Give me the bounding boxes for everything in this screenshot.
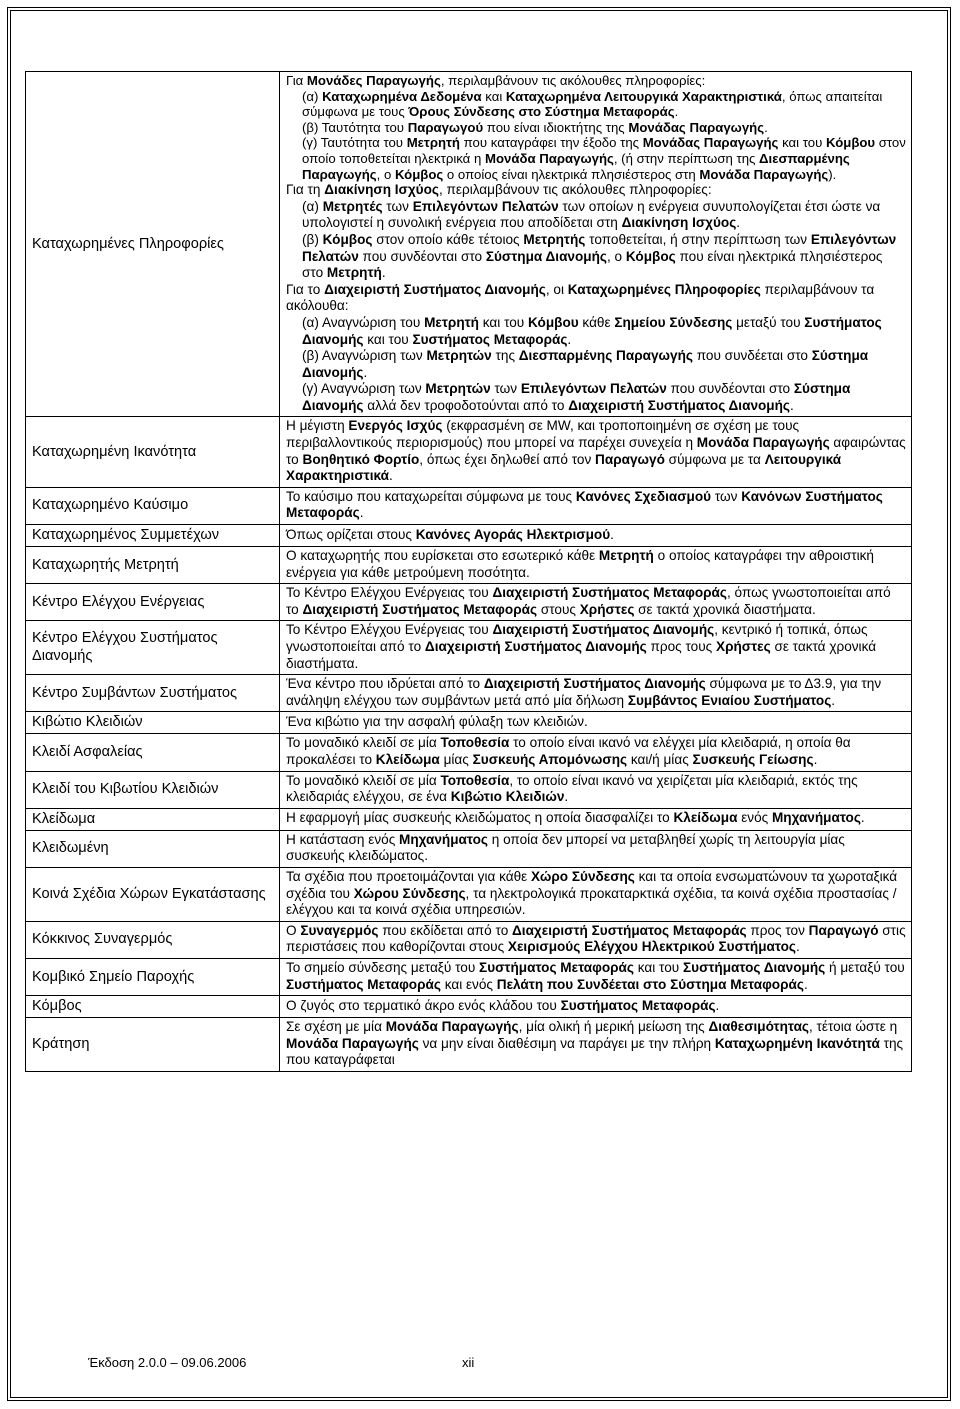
definition-text: της που καταγράφεται bbox=[286, 1035, 904, 1068]
definition-text: της bbox=[491, 348, 519, 364]
defined-term-reference: Κόμβου bbox=[825, 135, 876, 151]
definition-text: των bbox=[490, 381, 521, 397]
defined-term-reference: Συστήματος Μεταφοράς bbox=[560, 997, 716, 1013]
defined-term-reference: Διαθεσιμότητας bbox=[708, 1019, 809, 1035]
definition-paragraph bbox=[286, 120, 907, 136]
defined-term-reference: Μονάδα Παραγωγής bbox=[699, 166, 829, 182]
definition-text: που καταγράφει την έξοδο της bbox=[459, 135, 643, 151]
glossary-term: Κλειδί Ασφαλείας bbox=[26, 734, 280, 771]
defined-term-reference: Κανόνες Σχεδιασμού bbox=[575, 488, 712, 504]
defined-term-reference: Παραγωγό bbox=[808, 922, 879, 938]
glossary-definition bbox=[280, 621, 912, 675]
defined-term-reference: Επιλεγόντων Πελατών bbox=[412, 198, 559, 214]
definition-text: Τα σχέδια που προετοιμάζονται για κάθε bbox=[286, 868, 532, 884]
definition-text: στον οποίο κάθε τέτοιος bbox=[372, 231, 524, 247]
definition-text: Το μοναδικό κλειδί σε μία bbox=[286, 735, 441, 751]
glossary-row bbox=[26, 547, 912, 584]
definition-text: σε τακτά χρονικά διαστήματα. bbox=[286, 639, 877, 671]
glossary-term: Κράτηση bbox=[26, 1018, 280, 1072]
defined-term-reference: Κόμβου bbox=[528, 314, 579, 330]
definition-text: Για το bbox=[286, 281, 325, 297]
glossary-term: Κλειδί του Κιβωτίου Κλειδιών bbox=[26, 771, 280, 808]
defined-term-reference: Μετρητές bbox=[322, 198, 383, 214]
definition-paragraph bbox=[286, 232, 907, 282]
definition-text: . bbox=[381, 265, 386, 281]
glossary-definition bbox=[280, 734, 912, 771]
defined-term-reference: Διαχειριστή Συστήματος Μεταφοράς bbox=[512, 922, 747, 938]
glossary-row bbox=[26, 584, 912, 621]
defined-term-reference: Συστήματος Διανομής bbox=[683, 959, 826, 975]
glossary-term: Κόκκινος Συναγερμός bbox=[26, 921, 280, 958]
definition-paragraph bbox=[286, 89, 907, 120]
glossary-term: Καταχωρημένη Ικανότητα bbox=[26, 417, 280, 487]
definition-text: σύμφωνα με τα bbox=[664, 451, 765, 467]
definition-text: των bbox=[711, 488, 742, 504]
definition-text: (α) Αναγνώριση του bbox=[302, 314, 425, 330]
definition-text: . bbox=[359, 505, 364, 521]
defined-term-reference: Μετρητών bbox=[426, 348, 492, 364]
definition-text: . bbox=[736, 215, 741, 231]
glossary-definition bbox=[280, 1018, 912, 1072]
defined-term-reference: Όρους Σύνδεσης στο Σύστημα Μεταφοράς bbox=[408, 104, 675, 120]
definition-text: (β) Αναγνώριση των bbox=[302, 348, 427, 364]
defined-term-reference: Συστήματος Μεταφοράς bbox=[412, 331, 568, 347]
glossary-definition bbox=[280, 808, 912, 830]
defined-term-reference: Μονάδα Παραγωγής bbox=[286, 1035, 419, 1051]
defined-term-reference: Συμβάντος Ενιαίου Συστήματος bbox=[627, 692, 832, 708]
definition-text: . bbox=[790, 397, 794, 413]
defined-term-reference: Σημείου Σύνδεσης bbox=[614, 314, 733, 330]
defined-term-reference: Καταχωρημένη Ικανότητά bbox=[714, 1035, 880, 1051]
definition-text: . bbox=[795, 939, 800, 955]
defined-term-reference: Διαχειριστή Συστήματος Διανομής bbox=[492, 622, 715, 638]
definition-text: . bbox=[813, 751, 818, 767]
definition-paragraph bbox=[286, 714, 907, 731]
glossary-row bbox=[26, 487, 912, 524]
definition-text: , τέτοια ώστε η bbox=[809, 1019, 898, 1035]
glossary-definition bbox=[280, 72, 912, 417]
glossary-row bbox=[26, 867, 912, 921]
definition-text: Όπως ορίζεται στους bbox=[286, 526, 416, 542]
definition-paragraph bbox=[286, 869, 907, 919]
definition-paragraph bbox=[286, 135, 907, 182]
definition-text: περιλαμβάνουν τα ακόλουθα: bbox=[286, 281, 875, 314]
glossary-definition bbox=[280, 921, 912, 958]
definition-text: , μία ολική ή μερική μείωση της bbox=[518, 1019, 709, 1035]
glossary-table bbox=[25, 71, 912, 1072]
glossary-definition bbox=[280, 675, 912, 712]
definition-text: . bbox=[567, 331, 572, 347]
glossary-term: Κόμβος bbox=[26, 996, 280, 1018]
defined-term-reference: Διαχειριστή Συστήματος Μεταφοράς bbox=[492, 585, 727, 601]
defined-term-reference: Τοποθεσία bbox=[440, 772, 510, 788]
defined-term-reference: Παραγωγό bbox=[595, 451, 665, 467]
defined-term-reference: Διακίνηση Ισχύος bbox=[324, 182, 439, 198]
defined-term-reference: Μονάδα Παραγωγής bbox=[696, 435, 830, 451]
definition-text: Η κατάσταση ενός bbox=[286, 831, 400, 847]
definition-text: στις περιστάσεις που καθορίζονται στους bbox=[286, 922, 906, 955]
definition-text: . bbox=[803, 976, 808, 992]
defined-term-reference: Παραγωγού bbox=[407, 119, 484, 135]
defined-term-reference: Σύστημα Διανομής bbox=[485, 248, 607, 264]
defined-term-reference: Σύστημα Διανομής bbox=[302, 381, 851, 413]
defined-term-reference: Κλείδωμα bbox=[673, 810, 738, 826]
definition-text: Το μοναδικό κλειδί σε μία bbox=[286, 772, 441, 788]
glossary-row bbox=[26, 734, 912, 771]
definition-text: να μην είναι διαθέσιμη να παράγει με την πλήρη bbox=[418, 1035, 715, 1051]
definition-paragraph bbox=[286, 489, 907, 522]
defined-term-reference: Καταχωρημένα Δεδομένα bbox=[322, 88, 482, 104]
definition-text: σύμφωνα με το Δ3.9, για την ανάληψη ελέγχου των συμβάντων μετά από μία δήλωση bbox=[286, 676, 882, 708]
defined-term-reference: Κόμβος bbox=[394, 166, 444, 182]
glossary-term: Κλείδωμα bbox=[26, 808, 280, 830]
glossary-term: Κέντρο Ελέγχου Ενέργειας bbox=[26, 584, 280, 621]
definition-paragraph bbox=[286, 418, 907, 484]
glossary-term: Καταχωρημένος Συμμετέχων bbox=[26, 525, 280, 547]
definition-text: Το Κέντρο Ελέγχου Ενέργειας του bbox=[286, 622, 493, 638]
glossary-row bbox=[26, 771, 912, 808]
definition-text: ενός bbox=[737, 810, 772, 826]
definition-paragraph bbox=[286, 585, 907, 618]
defined-term-reference: Συστήματος Μεταφοράς bbox=[286, 976, 441, 992]
defined-term-reference: Χρήστες bbox=[716, 639, 771, 654]
defined-term-reference: Κιβώτιο Κλειδιών bbox=[450, 789, 565, 805]
defined-term-reference: Κανόνων Συστήματος Μεταφοράς bbox=[286, 488, 883, 521]
defined-term-reference: Διαχειριστή Συστήματος Διανομής bbox=[424, 639, 647, 654]
definition-text: τοποθετείται, ή στην περίπτωση των bbox=[585, 231, 811, 247]
defined-term-reference: Μονάδες Παραγωγής bbox=[306, 73, 441, 88]
defined-term-reference: Διακίνηση Ισχύος bbox=[621, 215, 737, 231]
definition-text: και του bbox=[363, 331, 413, 347]
glossary-term: Καταχωρημένες Πληροφορίες bbox=[26, 72, 280, 417]
definition-text: , κεντρικό ή τοπικά, όπως γνωστοποιείται από το bbox=[286, 622, 868, 654]
definition-text: κάθε bbox=[578, 314, 615, 330]
definition-paragraph bbox=[286, 315, 907, 348]
definition-paragraph bbox=[286, 773, 907, 806]
defined-term-reference: Σύστημα Διανομής bbox=[302, 348, 869, 380]
definition-text: Το σημείο σύνδεσης μεταξύ του bbox=[286, 959, 480, 975]
definition-text: , περιλαμβάνουν τις ακόλουθες πληροφορίες: bbox=[440, 73, 706, 88]
defined-term-reference: Λειτουργικά Χαρακτηριστικά bbox=[286, 451, 842, 484]
defined-term-reference: Μετρητή bbox=[424, 314, 479, 330]
definition-paragraph bbox=[286, 923, 907, 956]
definition-text: προς τους bbox=[646, 639, 716, 654]
glossary-row bbox=[26, 712, 912, 734]
defined-term-reference: Μετρητών bbox=[425, 381, 491, 397]
definition-text: (γ) Αναγνώριση των bbox=[302, 381, 426, 397]
definition-text: η οποία δεν μπορεί να μεταβληθεί χωρίς τη λειτουργία μίας συσκευής κλειδώματος. bbox=[286, 831, 845, 864]
defined-term-reference: Μηχανήματος bbox=[399, 831, 488, 847]
glossary-definition bbox=[280, 547, 912, 584]
defined-term-reference: Μετρητή bbox=[326, 265, 382, 281]
definition-text: και bbox=[481, 88, 506, 104]
footer-version: Έκδοση 2.0.0 – 09.06.2006 bbox=[88, 1355, 247, 1370]
defined-term-reference: Μονάδας Παραγωγής bbox=[628, 119, 765, 135]
definition-text: και τα οποία ενσωματώνουν τα χωροταξικά σχέδια του bbox=[286, 868, 898, 901]
definition-text: στον οποίο τοποθετείται ηλεκτρικά η bbox=[302, 135, 906, 166]
definition-text: των οποίων η ενέργεια συνυπολογίζεται έτσι ώστε να υπολογιστεί η συνολική ενέργεια που αποδίδεται στη bbox=[302, 198, 881, 231]
definition-text: Για τη bbox=[286, 182, 325, 198]
definition-text: το οποίο είναι ικανό να ελέγχει μία κλειδαριά, η οποία θα προκαλέσει το bbox=[286, 735, 851, 767]
definition-text: Η μέγιστη bbox=[286, 418, 349, 434]
definition-text: που είναι ηλεκτρικά πλησιέστερος στο bbox=[302, 248, 883, 281]
glossary-definition bbox=[280, 830, 912, 867]
glossary-definition bbox=[280, 712, 912, 734]
definition-text: και του bbox=[778, 135, 826, 151]
defined-term-reference: Μηχανήματος bbox=[771, 810, 861, 826]
definition-paragraph bbox=[286, 381, 907, 414]
definition-paragraph bbox=[286, 282, 907, 315]
defined-term-reference: Επιλεγόντων Πελατών bbox=[302, 231, 897, 264]
definition-text: Ένα κέντρο που ιδρύεται από το bbox=[286, 676, 484, 692]
glossary-row bbox=[26, 958, 912, 995]
definition-text: Ο bbox=[286, 922, 301, 938]
defined-term-reference: Καταχωρημένες Πληροφορίες bbox=[567, 281, 761, 297]
definition-text: μίας bbox=[439, 751, 473, 767]
definition-text: και ενός bbox=[440, 976, 497, 992]
definition-paragraph bbox=[286, 676, 907, 709]
glossary-term: Καταχωρημένο Καύσιμο bbox=[26, 487, 280, 524]
defined-term-reference: Μετρητής bbox=[523, 231, 586, 247]
definition-text: , το οποίο είναι ικανό να χειρίζεται μία κλειδαριά, εκτός της κλειδαριάς ελέγχου, σε ένα bbox=[286, 772, 858, 805]
definition-text: , όπως έχει δηλωθεί από τον bbox=[419, 451, 596, 467]
definition-text: Το Κέντρο Ελέγχου Ενέργειας του bbox=[286, 585, 493, 601]
definition-paragraph bbox=[286, 348, 907, 381]
definition-text: ή μεταξύ του bbox=[825, 959, 905, 975]
definition-text: . bbox=[860, 810, 865, 826]
definition-paragraph bbox=[286, 199, 907, 232]
definition-text: , οι bbox=[545, 281, 568, 297]
glossary-term: Κιβώτιο Κλειδιών bbox=[26, 712, 280, 734]
defined-term-reference: Χειρισμούς Ελέγχου Ηλεκτρικού Συστήματος bbox=[507, 939, 796, 955]
definition-text: (β) bbox=[302, 231, 323, 247]
definition-text: που είναι ιδιοκτήτης της bbox=[483, 119, 629, 135]
definition-text: . bbox=[831, 692, 836, 708]
definition-text: αλλά δεν τροφοδοτούνται από το bbox=[363, 397, 569, 413]
glossary-term: Κοινά Σχέδια Χώρων Εγκατάστασης bbox=[26, 867, 280, 921]
definition-paragraph bbox=[286, 960, 907, 993]
definition-text: , περιλαμβάνουν τις ακόλουθες πληροφορίες: bbox=[438, 182, 712, 198]
definition-text: . bbox=[388, 468, 393, 484]
defined-term-reference: Πελάτη που Συνδέεται στο Σύστημα Μεταφοράς bbox=[496, 976, 804, 992]
glossary-definition bbox=[280, 584, 912, 621]
glossary-definition bbox=[280, 525, 912, 547]
defined-term-reference: Συστήματος Μεταφοράς bbox=[479, 959, 634, 975]
definition-text: . bbox=[674, 104, 679, 120]
definition-text: (β) Ταυτότητα του bbox=[302, 119, 408, 135]
definition-text: προς τον bbox=[746, 922, 809, 938]
defined-term-reference: Κόμβος bbox=[322, 231, 373, 247]
glossary-term: Κλειδωμένη bbox=[26, 830, 280, 867]
definition-text: Σε σχέση με μία bbox=[286, 1019, 386, 1035]
definition-paragraph bbox=[286, 182, 907, 199]
definition-paragraph bbox=[286, 622, 907, 672]
defined-term-reference: Διαχειριστή Συστήματος Διανομής bbox=[483, 676, 706, 692]
definition-paragraph bbox=[286, 527, 907, 544]
definition-text: Η εφαρμογή μίας συσκευής κλειδώματος η οποία διασφαλίζει το bbox=[286, 810, 674, 826]
glossary-definition bbox=[280, 771, 912, 808]
definition-text: Ένα κιβώτιο για την ασφαλή φύλαξη των κλειδιών. bbox=[286, 714, 588, 730]
definition-text: μεταξύ του bbox=[732, 314, 805, 330]
defined-term-reference: Διαχειριστή Συστήματος Μεταφοράς bbox=[302, 601, 538, 617]
defined-term-reference: Διεσπαρμένης Παραγωγής bbox=[302, 150, 850, 182]
definition-text: που συνδέονται στο bbox=[358, 248, 486, 264]
definition-text: που συνδέεται στο bbox=[692, 348, 812, 364]
definition-text: . bbox=[610, 526, 614, 542]
defined-term-reference: Διεσπαρμένης Παραγωγής bbox=[518, 348, 693, 364]
definition-text: (γ) Ταυτότητα του bbox=[302, 135, 407, 151]
defined-term-reference: Συσκευής Απομόνωσης bbox=[472, 751, 628, 767]
definition-text: (α) bbox=[302, 88, 323, 104]
glossary-row bbox=[26, 621, 912, 675]
definition-text: , (ή στην περίπτωση της bbox=[613, 150, 760, 166]
glossary-row bbox=[26, 675, 912, 712]
glossary-row bbox=[26, 525, 912, 547]
definition-text: (εκφρασμένη σε MW, και τροποποιημένη σε σχέση με τους περιβαλλοντικούς περιορισμούς) που μπορεί να παρέχει συνεχεία η bbox=[286, 418, 800, 451]
glossary-definition bbox=[280, 487, 912, 524]
defined-term-reference: Μετρητή bbox=[406, 135, 460, 151]
defined-term-reference: Μονάδας Παραγωγής bbox=[642, 135, 779, 151]
definition-paragraph bbox=[286, 735, 907, 768]
definition-text: των bbox=[382, 198, 413, 214]
glossary-row bbox=[26, 921, 912, 958]
defined-term-reference: Διαχειριστή Συστήματος Διανομής bbox=[324, 281, 546, 297]
definition-text: . bbox=[715, 997, 720, 1013]
defined-term-reference: Διαχειριστή Συστήματος Διανομής bbox=[568, 397, 790, 413]
definition-paragraph bbox=[286, 998, 907, 1015]
definition-text: , τα ηλεκτρολογικά προκαταρκτικά σχέδια, τα κοινά σχέδια προστασίας / ελέγχου και τα κοινά σχέδια υπηρεσιών. bbox=[286, 885, 897, 918]
defined-term-reference: Μετρητή bbox=[598, 548, 654, 564]
defined-term-reference: Επιλεγόντων Πελατών bbox=[520, 381, 667, 397]
definition-text: στους bbox=[537, 601, 580, 617]
definition-text: ο οποίος είναι ηλεκτρικά πλησιέστερος στη bbox=[443, 166, 700, 182]
definition-text: . bbox=[363, 364, 368, 380]
definition-text: Ο ζυγός στο τερματικό άκρο ενός κλάδου του bbox=[286, 997, 561, 1013]
defined-term-reference: Συναγερμός bbox=[300, 922, 379, 938]
definition-paragraph bbox=[286, 73, 907, 89]
glossary-definition bbox=[280, 996, 912, 1018]
defined-term-reference: Μονάδα Παραγωγής bbox=[484, 150, 614, 166]
glossary-term: Κομβικό Σημείο Παροχής bbox=[26, 958, 280, 995]
definition-text: που συνδέονται στο bbox=[666, 381, 794, 397]
defined-term-reference: Συσκευής Γείωσης bbox=[692, 751, 814, 767]
definition-text: Το καύσιμο που καταχωρείται σύμφωνα με τους bbox=[286, 488, 576, 504]
defined-term-reference: Ενεργός Ισχύς bbox=[348, 418, 443, 434]
definition-text: Για bbox=[286, 73, 307, 88]
definition-paragraph bbox=[286, 548, 907, 581]
defined-term-reference: Χώρου Σύνδεσης bbox=[353, 885, 466, 901]
glossary-row bbox=[26, 808, 912, 830]
defined-term-reference: Χρήστες bbox=[579, 601, 635, 617]
definition-text: και του bbox=[633, 959, 683, 975]
glossary-term: Καταχωρητής Μετρητή bbox=[26, 547, 280, 584]
defined-term-reference: Κόμβος bbox=[625, 248, 676, 264]
definition-text: (α) bbox=[302, 198, 323, 214]
definition-text: . bbox=[764, 119, 768, 135]
glossary-definition bbox=[280, 867, 912, 921]
defined-term-reference: Τοποθεσία bbox=[440, 735, 510, 751]
defined-term-reference: Κλείδωμα bbox=[375, 751, 440, 767]
definition-text: . bbox=[564, 789, 569, 805]
definition-text: , ο bbox=[607, 248, 626, 264]
definition-text: που εκδίδεται από το bbox=[378, 922, 513, 938]
definition-text: ο οποίος καταγράφει την αθροιστική ενέργεια για κάθε μετρούμενη ποσότητα. bbox=[286, 548, 874, 580]
glossary-row bbox=[26, 417, 912, 487]
definition-text: αφαιρώντας το bbox=[286, 435, 906, 467]
defined-term-reference: Βοηθητικό Φορτίο bbox=[302, 451, 420, 467]
glossary-definition bbox=[280, 958, 912, 995]
definition-text: και του bbox=[479, 314, 529, 330]
definition-text: , όπως γνωστοποιείται από το bbox=[286, 585, 891, 617]
footer-page-number: xii bbox=[462, 1355, 475, 1370]
defined-term-reference: Μονάδα Παραγωγής bbox=[385, 1019, 519, 1035]
definition-text: Ο καταχωρητής που ευρίσκεται στο εσωτερικό κάθε bbox=[286, 548, 599, 564]
glossary-row bbox=[26, 1018, 912, 1072]
definition-text: , όπως απαιτείται σύμφωνα με τους bbox=[302, 88, 883, 120]
glossary-definition bbox=[280, 417, 912, 487]
definition-text: ). bbox=[828, 166, 837, 182]
glossary-term: Κέντρο Συμβάντων Συστήματος bbox=[26, 675, 280, 712]
definition-paragraph bbox=[286, 810, 907, 827]
defined-term-reference: Συστήματος Διανομής bbox=[302, 314, 882, 347]
glossary-row bbox=[26, 996, 912, 1018]
glossary-row bbox=[26, 72, 912, 417]
definition-text: και/ή μίας bbox=[627, 751, 693, 767]
glossary-term: Κέντρο Ελέγχου Συστήματος Διανομής bbox=[26, 621, 280, 675]
glossary-row bbox=[26, 830, 912, 867]
definition-text: σε τακτά χρονικά διαστήματα. bbox=[634, 601, 816, 617]
definition-paragraph bbox=[286, 1019, 907, 1069]
defined-term-reference: Κανόνες Αγοράς Ηλεκτρισμού bbox=[415, 526, 611, 542]
defined-term-reference: Χώρο Σύνδεσης bbox=[531, 868, 635, 884]
defined-term-reference: Καταχωρημένα Λειτουργικά Χαρακτηριστικά bbox=[505, 88, 782, 104]
definition-text: , ο bbox=[376, 166, 395, 182]
definition-paragraph bbox=[286, 832, 907, 865]
